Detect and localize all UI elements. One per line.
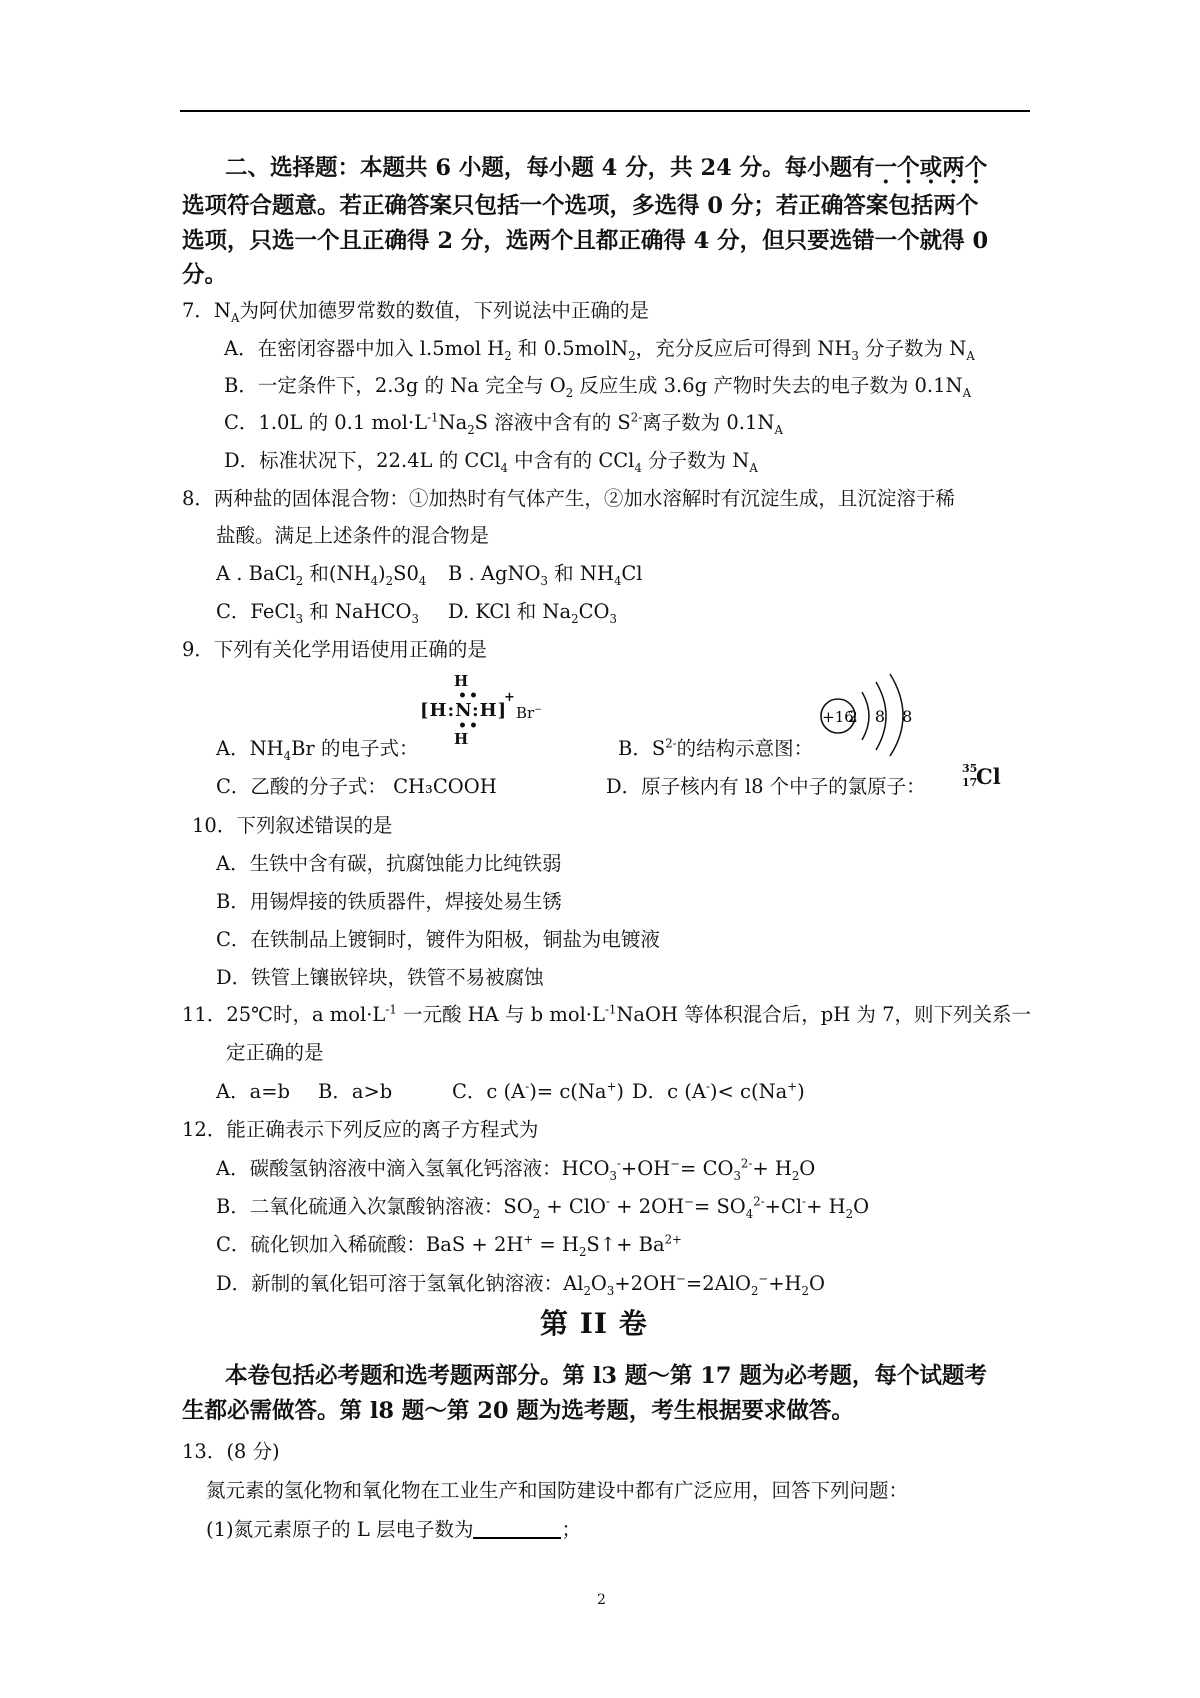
q8-stem-line1: 8．两种盐的固体混合物：①加热时有气体产生，②加水溶解时有沉淀生成，且沉淀溶于稀 [182,487,955,510]
section2-line4: 分。 [182,262,228,288]
shell-electron-counts: 2 8 8 [847,707,918,726]
q9-option-c: C．乙酸的分子式： CH₃COOH [216,775,497,798]
q12-option-c: C．硫化钡加入稀硫酸：BaS + $2H^+ = H_2S↑+ Ba^{2+}$ [216,1232,682,1259]
answer-blank[interactable] [473,1519,561,1539]
page-number: 2 [597,1592,606,1608]
q12-stem: 12．能正确表示下列反应的离子方程式为 [182,1118,539,1141]
q7-stem: 7．$N_A$为阿伏加德罗常数的数值，下列说法中正确的是 [182,299,649,325]
q8-option-c: C．FeCl$_3$ 和 NaHCO$_3$ [216,600,419,626]
q10-option-c: C．在铁制品上镀铜时，镀件为阳极，铜盐为电镀液 [216,928,660,951]
q10-stem: 10．下列叙述错误的是 [192,814,393,837]
q12-option-a: A．碳酸氢钠溶液中滴入氢氧化钙溶液：$HCO_3^-+OH^-= CO_3^{2-}+ H_2O$ [216,1156,816,1183]
ammonium-bromide-electron-formula [420,672,560,752]
q7-option-d: D．标准状况下，22.4L 的 CCl$_4$ 中含有的 CCl$_4$ 分子数为 $N_A$ [224,449,758,475]
ammonium-bottom-dots: •• [458,718,480,734]
q9-option-d: D．原子核内有 l8 个中子的氯原子： [606,775,926,798]
q8-option-b: B . AgNO$_3$ 和 $NH_4Cl$ [448,562,643,588]
section2-line2: 选项符合题意。若正确答案只包括一个选项，多选得 0 分；若正确答案包括两个 [182,193,979,219]
part2-intro-line2: 生都必需做答。第 l8 题～第 20 题为选考题，考生根据要求做答。 [182,1398,854,1424]
q11-stem-line2: 定正确的是 [226,1041,324,1064]
header-rule [180,110,1030,112]
q8-stem-line2: 盐酸。满足上述条件的混合物是 [216,524,490,547]
ammonium-top-h: H [454,672,469,690]
ammonium-bottom-h: H [454,730,469,748]
q7-option-b: B．一定条件下，2.3g 的 Na 完全与 $O_2$ 反应生成 3.6g 产物时失去的电子数为 $0.1N_A$ [224,374,972,400]
q13-intro: 氮元素的氢化物和氧化物在工业生产和国防建设中都有广泛应用，回答下列问题： [206,1479,909,1502]
nucleus-charge: +16 [822,708,854,726]
ammonium-charge: + [504,690,515,705]
ammonium-top-dots: •• [458,688,480,704]
section2-line1: 二、选择题：本题共 6 小题，每小题 4 分，共 24 分。每小题有一个或两个 [225,155,988,181]
part2-heading: 第 II 卷 [540,1307,648,1340]
bromide-ion: Br− [516,704,542,722]
q11-option-c: C．c (A-)= c(Na+) [452,1079,624,1103]
part2-intro-line1: 本卷包括必考题和选考题两部分。第 l3 题～第 17 题为必考题，每个试题考 [225,1363,987,1389]
q11-option-d: D．c (A-)< c(Na+) [632,1079,805,1103]
sulfide-ion-structure-diagram [818,668,918,758]
q8-option-a: A . BaCl$_2$ 和$(NH_4)_2S0_4$ [216,562,427,588]
q11-option-a: A．a=b [216,1080,291,1103]
q10-option-a: A．生铁中含有碳，抗腐蚀能力比纯铁弱 [216,852,562,875]
q7-option-c: C．1.0L 的 0.1 $mol\cdot L^{-1}Na_2S$ 溶液中含有的 $S^{2-}$离子数为 $0.1N_A$ [224,410,783,437]
q10-option-b: B．用锡焊接的铁质器件，焊接处易生锈 [216,890,562,913]
q11-option-b: B．a>b [318,1080,393,1103]
q13-part1: (1)氮元素原子的 L 层电子数为 ； [206,1518,581,1541]
q8-option-d: D. KCl 和 $Na_2CO_3$ [448,600,617,626]
section2-line3: 选项，只选一个且正确得 2 分，选两个且都正确得 4 分，但只要选错一个就得 0 [182,228,989,254]
ammonium-middle: [H:N:H] [420,700,508,721]
q11-stem-line1: 11．25℃时，a $mol\cdot L^{-1}$ 一元酸 HA 与 b $mol\cdot L^{-1}NaOH$ 等体积混合后，pH 为 7，则下列关系一 [182,1002,1032,1026]
q9-stem: 9．下列有关化学用语使用正确的是 [182,638,487,661]
q12-option-b: B．二氧化硫通入次氯酸钠溶液：$SO_2 + ClO^- + 2OH^-= SO_4^{2-}+Cl^-+ H_2O$ [216,1194,870,1221]
q12-option-d: D．新制的氧化铝可溶于氢氧化钠溶液：$Al_2O_3+2OH^-=2AlO_2^-+H_2O$ [216,1271,825,1298]
q9-option-a: A．$NH_4Br$ 的电子式： [216,737,419,763]
q10-option-d: D．铁管上镶嵌锌块，铁管不易被腐蚀 [216,966,544,989]
q7-option-a: A．在密闭容器中加入 l.5mol $H_2$ 和 0.5molN$_2$，充分反应后可得到 $NH_3$ 分子数为 $N_A$ [224,337,975,363]
chlorine-nuclide-symbol: 35 17 Cl [962,762,1001,789]
q13-label: 13．(8 分) [182,1440,280,1463]
q9-option-b: B．$S^{2-}$的结构示意图： [618,736,814,760]
